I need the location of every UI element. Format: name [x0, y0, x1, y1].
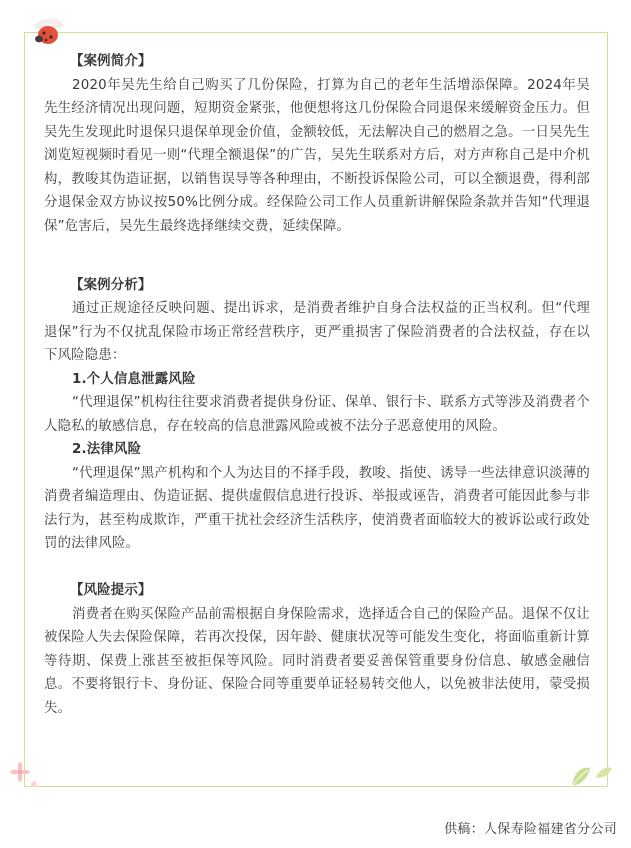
- case-analysis-heading: 【案例分析】: [70, 277, 152, 293]
- section-spacer: [44, 556, 590, 580]
- case-intro-heading: 【案例简介】: [70, 54, 152, 69]
- risk-warning-paragraph: 消费者在购买保险产品前需根据自身保险需求，选择适合自己的保险产品。退保不仅让被保险人失去保险保障，若再次投保，因年龄、健康状况等可能发生变化，将面临重新计算等待期、保费上涨甚至被拒保等风险。同时消费者要妥善保管重要身份信息、敏感金融信息。不要将银行卡、身份证、保险合同等重要单证轻易转交他人，以免被非法使用，蒙受损失。: [44, 606, 590, 716]
- risk2-text: “代理退保”黑产机构和个人为达目的不择手段，教唆、指使、诱导一些法律意识淡薄的消费者编造理由、伪造证据、提供虚假信息进行投诉、举报或诬告，消费者可能因此参与非法行为，甚至构成欺诈，严重干扰社会经济生活秩序，使消费者面临较大的被诉讼或行政处罚的法律风险。: [44, 465, 590, 551]
- section-spacer: [44, 238, 590, 262]
- article-body: [44, 50, 590, 720]
- leaf-icon: [568, 760, 616, 790]
- risk1-title: 1.个人信息泄露风险: [72, 371, 196, 387]
- risk1-text: “代理退保”机构往往要求消费者提供身份证、保单、银行卡、联系方式等涉及消费者个人隐私的敏感信息，存在较高的信息泄露风险或被不法分子恶意使用的风险。: [44, 395, 590, 434]
- credit-line: 供稿：人保寿险福建省分公司: [444, 822, 617, 837]
- risk-warning-heading: 【风险提示】: [70, 583, 152, 598]
- section-spacer: [44, 262, 590, 274]
- case-intro-paragraph: 2020年吴先生给自己购买了几份保险，打算为自己的老年生活增添保障。2024年吴先生经济情况出现问题，短期资金紧张，他便想将这几份保险合同退保来缓解资金压力。但吴先生发现此时退保只退保单现金价值，金额较低，无法解决自己的燃眉之急。一日吴先生浏览短视频时看见一则“代理全额退保”的广告，吴先生联系对方后，对方声称自己是中介机构，教唆其伪造证据，以销售误导等各种理由，不断投诉保险公司，可以全额退费，得利部分退保金双方协议按50%比例分成。经保险公司工作人员重新讲解保险条款并告知“代理退保”危害后，吴先生最终选择继续交费，延续保障。: [44, 77, 590, 234]
- flower-icon: [8, 760, 44, 794]
- case-analysis-paragraph: 通过正规途径反映问题、提出诉求，是消费者维护自身合法权益的正当权利。但“代理退保”行为不仅扰乱保险市场正常经营秩序，更严重损害了保险消费者的合法权益，存在以下风险隐患：: [44, 301, 590, 363]
- risk2-title: 2.法律风险: [72, 442, 142, 457]
- ladybug-icon: [28, 14, 68, 50]
